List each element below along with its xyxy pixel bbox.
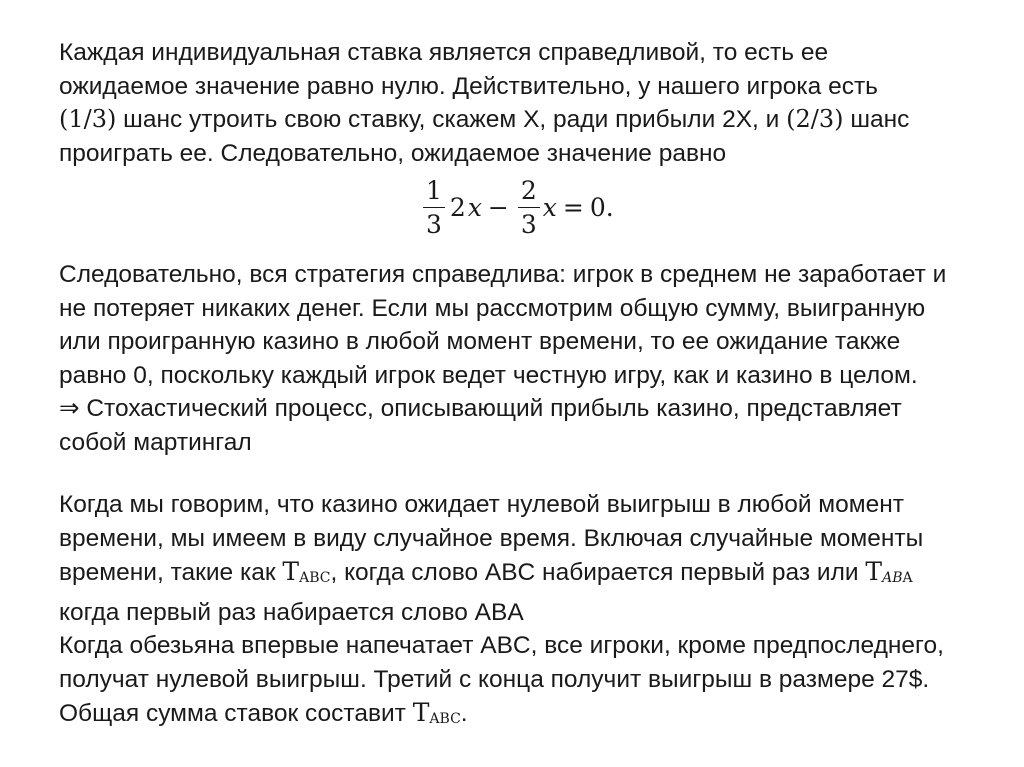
paragraph-stopping-time	[59, 488, 1004, 737]
text-line: Когда мы говорим, что казино ожидает нулевой выигрыш в любой момент	[59, 491, 904, 518]
text-line: не потеряет никаких денег. Если мы рассмотрим общую сумму, выигранную	[59, 294, 926, 322]
t-symbol: T	[282, 557, 300, 586]
text-line: проиграть ее. Следовательно, ожидаемое значение равно	[59, 139, 727, 167]
text-line: собой мартингал	[59, 428, 252, 456]
text-span: Общая сумма ставок составит	[59, 700, 413, 727]
text-line	[59, 103, 1004, 137]
paragraph-fair-bet	[59, 36, 1004, 170]
text-span: шанс	[843, 106, 910, 133]
expected-value-formula	[420, 170, 614, 244]
stopping-time-aba	[865, 557, 912, 586]
text-line	[59, 555, 1004, 596]
text-line: получат нулевой выигрыш. Третий с конца получит выигрыш в размере 27$.	[59, 665, 930, 693]
paragraph-martingale	[59, 258, 1004, 459]
probability-two-thirds: (2/3)	[786, 105, 844, 133]
text-line: ожидаемое значение равно нулю. Действительно, у нашего игрока есть	[59, 72, 878, 100]
t-symbol: T	[865, 557, 883, 586]
text-line: когда первый раз набирается слово ABA	[59, 598, 524, 626]
subscript: ABC	[429, 711, 461, 727]
text-line: Следовательно, вся стратегия справедлива: игрок в среднем не заработает и	[59, 261, 947, 288]
text-span: шанс утроить свою ставку, скажем X, ради прибыли 2X, и	[116, 106, 787, 133]
fraction-one-third	[423, 175, 445, 239]
formula-result: 0.	[589, 192, 614, 222]
denominator: 3	[520, 209, 537, 239]
text-line: равно 0, поскольку каждый игрок ведет честную игру, как и казино в целом.	[59, 361, 918, 389]
variable-x: x	[542, 192, 557, 222]
variable-x: x	[467, 192, 482, 222]
text-line: ⇒ Стохастический процесс, описывающий прибыль казино, представляет	[59, 395, 902, 422]
text-line: Когда обезьяна впервые напечатает ABC, все игроки, кроме предпоследнего,	[59, 632, 944, 659]
text-line: Каждая индивидуальная ставка является справедливой, то есть ее	[59, 39, 829, 66]
subscript-upright: A	[902, 570, 913, 586]
coefficient: 2	[449, 192, 466, 222]
text-span: времени, такие как	[59, 559, 283, 586]
numerator: 2	[520, 175, 537, 205]
fraction-two-thirds	[518, 175, 540, 239]
stopping-time-abc	[413, 698, 461, 727]
text-line: времени, мы имеем в виду случайное время. Включая случайные моменты	[59, 524, 924, 552]
numerator: 1	[426, 175, 442, 205]
stopping-time-abc	[282, 557, 330, 586]
subscript-italic: AB	[882, 570, 903, 586]
subscript: ABC	[299, 570, 331, 586]
text-span: .	[460, 700, 468, 727]
probability-one-third: (1/3)	[59, 105, 117, 133]
text-line: или проигранную казино в любой момент времени, то ее ожидание также	[59, 328, 901, 355]
text-line	[59, 696, 1004, 737]
equals-sign: =	[562, 192, 584, 222]
minus-sign: −	[487, 192, 509, 222]
text-span: , когда слово ABC набирается первый раз или	[330, 559, 866, 586]
subscript	[882, 570, 913, 586]
t-symbol: T	[412, 698, 430, 727]
denominator: 3	[426, 209, 442, 239]
